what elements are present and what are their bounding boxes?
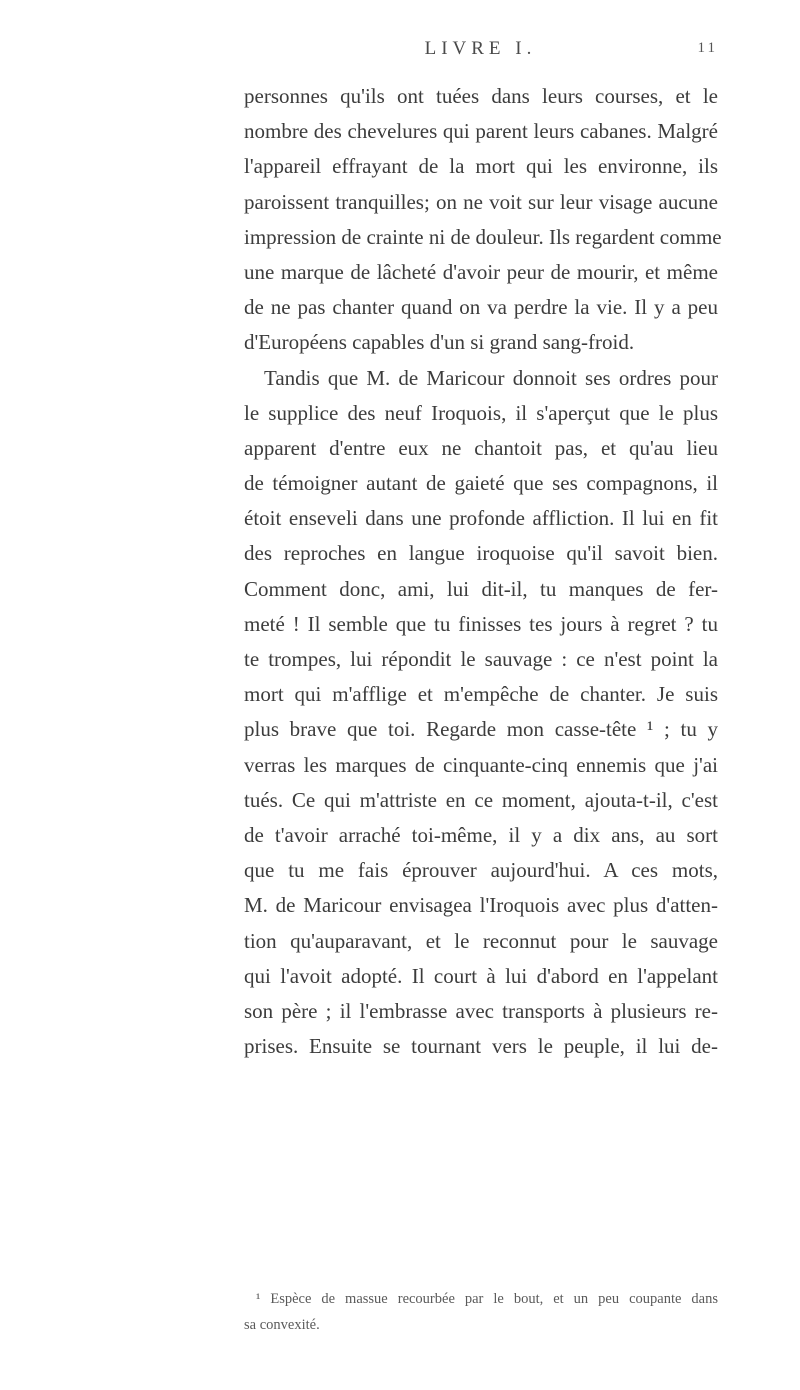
text-line: que tu me fais éprouver aujourd'hui. A ces mots, bbox=[244, 858, 718, 883]
text-line: Comment donc, ami, lui dit-il, tu manques de fer- bbox=[244, 576, 718, 601]
text-line: nombre des chevelures qui parent leurs cabanes. Malgré bbox=[244, 119, 718, 144]
text-line: tion qu'auparavant, et le reconnut pour le sauvage bbox=[244, 928, 718, 953]
text-line: personnes qu'ils ont tuées dans leurs courses, et le bbox=[244, 84, 718, 108]
running-title: LIVRE I. bbox=[424, 38, 537, 59]
text-line: paroissent tranquilles; on ne voit sur leur visage aucune bbox=[244, 189, 718, 214]
text-line: de témoigner autant de gaieté que ses compagnons, il bbox=[244, 471, 718, 496]
text-line: d'Européens capables d'un si grand sang-froid. bbox=[244, 330, 635, 355]
text-line: verras les marques de cinquante-cinq ennemis que j'ai bbox=[244, 752, 718, 777]
text-line: plus brave que toi. Regarde mon casse-tête ¹ ; tu y bbox=[244, 717, 718, 742]
text-line: mort qui m'afflige et m'empêche de chanter. Je suis bbox=[244, 682, 718, 707]
body-text bbox=[244, 79, 722, 1064]
text-line: impression de crainte ni de douleur. Ils regardent comme bbox=[244, 224, 722, 249]
page-number: 11 bbox=[697, 40, 718, 56]
text-line: des reproches en langue iroquoise qu'il savoit bien. bbox=[244, 541, 718, 566]
text-line: Tandis que M. de Maricour donnoit ses ordres pour bbox=[264, 365, 718, 390]
text-line: qui l'avoit adopté. Il court à lui d'abord en l'appelant bbox=[244, 963, 718, 988]
footnote-line: sa convexité. bbox=[244, 1317, 320, 1333]
text-line: M. de Maricour envisagea l'Iroquois avec plus d'atten- bbox=[244, 893, 718, 918]
footnote-line: ¹ Espèce de massue recourbée par le bout, et un peu coupante dans bbox=[256, 1291, 718, 1307]
text-line: étoit enseveli dans une profonde affliction. Il lui en fit bbox=[244, 506, 718, 531]
text-line: apparent d'entre eux ne chantoit pas, et qu'au lieu bbox=[244, 435, 718, 460]
text-line: tués. Ce qui m'attriste en ce moment, ajouta-t-il, c'est bbox=[244, 787, 718, 812]
text-line: meté ! Il semble que tu finisses tes jours à regret ? tu bbox=[244, 611, 718, 636]
text-line: le supplice des neuf Iroquois, il s'aperçut que le plus bbox=[244, 400, 718, 425]
text-line: de ne pas chanter quand on va perdre la vie. Il y a peu bbox=[244, 295, 718, 320]
text-line: son père ; il l'embrasse avec transports à plusieurs re- bbox=[244, 998, 718, 1023]
text-line: l'appareil effrayant de la mort qui les environne, ils bbox=[244, 154, 718, 179]
text-line: de t'avoir arraché toi-même, il y a dix ans, au sort bbox=[244, 822, 718, 847]
text-line: prises. Ensuite se tournant vers le peuple, il lui de- bbox=[244, 1034, 718, 1059]
footnote bbox=[244, 1286, 718, 1338]
text-line: te trompes, lui répondit le sauvage : ce n'est point la bbox=[244, 647, 718, 671]
text-line: une marque de lâcheté d'avoir peur de mourir, et même bbox=[244, 259, 718, 284]
page-header bbox=[243, 38, 718, 72]
